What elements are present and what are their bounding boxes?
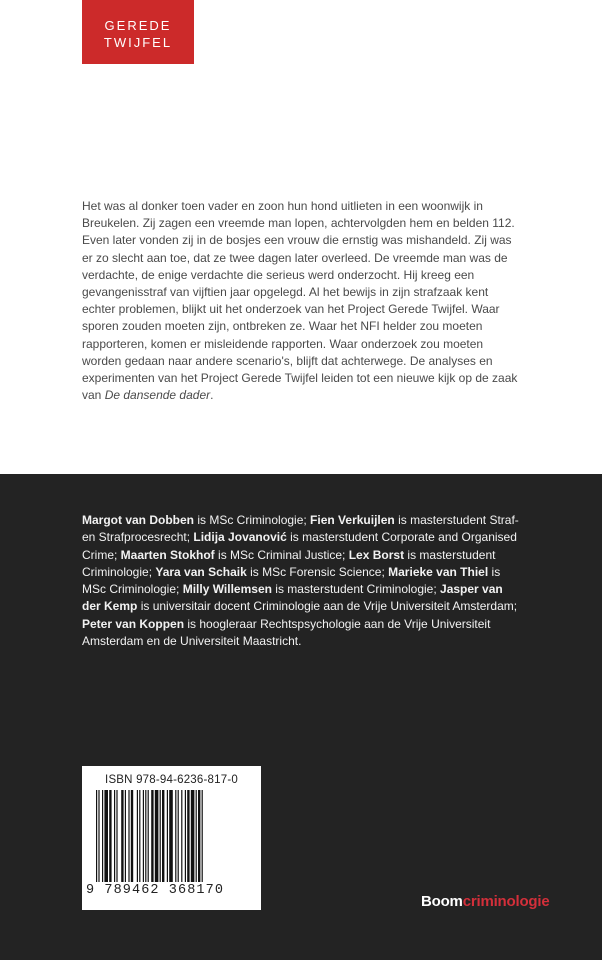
- barcode-bar: [191, 790, 195, 882]
- barcode-bar: [187, 790, 189, 882]
- author-name: Yara van Schaik: [155, 564, 247, 579]
- author-description: is masterstudent Criminologie;: [271, 582, 441, 597]
- barcode-bar: [148, 790, 149, 882]
- series-logo-line1: GEREDE: [104, 18, 172, 33]
- barcode-number: 9 789462 368170: [86, 883, 225, 898]
- barcode-bar: [145, 790, 146, 882]
- barcode-bar: [116, 790, 117, 882]
- author-description: is masterstudent Straf- en Strafprocesrecht;: [82, 513, 519, 545]
- isbn-label: ISBN 978-94-6236-817-0: [105, 774, 238, 786]
- barcode-bar: [125, 790, 126, 882]
- author-description: is MSc Criminologie;: [194, 513, 311, 527]
- barcode-bar: [114, 790, 115, 882]
- barcode-bar: [178, 790, 179, 882]
- barcode-bar: [137, 790, 138, 882]
- barcode-bar: [167, 790, 168, 882]
- series-logo: [82, 0, 194, 64]
- publisher-name-part1: Boom: [421, 893, 463, 910]
- barcode-bar: [151, 790, 153, 882]
- barcode-bar: [139, 790, 140, 882]
- author-name: Jasper van der Kemp: [82, 582, 503, 614]
- barcode-bar: [185, 790, 186, 882]
- author-bios: [82, 512, 522, 650]
- author-description: is MSc Forensic Science;: [246, 564, 389, 579]
- author-description: is hoogleraar Rechtspsychologie aan de Vrije Universiteit Amsterdam en de Universiteit Maastricht.: [82, 616, 491, 649]
- author-name: Lidija Jovanović: [193, 530, 287, 545]
- publisher-name-part2: criminologie: [462, 893, 550, 910]
- barcode-bar: [143, 790, 144, 882]
- barcode-bar: [196, 790, 197, 882]
- author-description: is masterstudent Corporate and Organised Crime;: [82, 530, 517, 562]
- book-title-italic: De dansende dader: [104, 388, 211, 403]
- barcode-bar: [128, 790, 129, 882]
- author-name: Fien Verkuijlen: [310, 513, 395, 527]
- barcode-bar: [202, 790, 203, 882]
- author-name: Maarten Stokhof: [120, 547, 215, 562]
- barcode-bar: [181, 790, 182, 882]
- author-name: Peter van Koppen: [82, 616, 185, 631]
- series-logo-line2: TWIJFEL: [103, 35, 173, 50]
- barcode-box: [82, 766, 261, 910]
- barcode-bar: [169, 790, 173, 882]
- author-name: Margot van Dobben: [82, 513, 195, 527]
- barcode-bars: [96, 790, 246, 882]
- author-description: is MSc Criminal Justice;: [214, 547, 349, 562]
- barcode-bar: [109, 790, 111, 882]
- barcode-bar: [104, 790, 108, 882]
- barcode-bar: [162, 790, 164, 882]
- back-cover-blurb: [82, 198, 524, 404]
- author-name: Lex Borst: [348, 547, 405, 562]
- barcode-bar: [160, 790, 161, 882]
- barcode-bar: [175, 790, 176, 882]
- author-description: is masterstudent Criminologie;: [82, 547, 496, 579]
- barcode-bar: [131, 790, 133, 882]
- author-name: Milly Willemsen: [182, 582, 272, 597]
- barcode-bar: [155, 790, 159, 882]
- author-description: is universitair docent Criminologie aan de Vrije Universiteit Amsterdam;: [137, 599, 518, 614]
- blurb-text: Het was al donker toen vader en zoon hun hond uitlieten in een woonwijk in Breukelen. Zij zagen een vreemde man lopen, achtervolgden hem en belden 112. Even later vonden zij in de bosjes een vrouw die ernstig was mishandeld. Zij was er zo slecht aan toe, dat ze twee dagen later overleed. De vreemde man was de verdachte, de enige verdachte die serieus werd onderzocht. Hij kreeg een gevangenisstraf van vijftien jaar opgelegd. Al het bewijs in zijn strafzaak kent echter problemen, blijkt uit het onderzoek van het Project Gerede Twijfel. Waar sporen zouden moeten zijn, ontbreken ze. Waar het NFI helder zou moeten rapporteren, komen er misleidende rapporten. Waar onderzoek zou moeten worden gedaan naar andere scenario's, blijft dat achterwege. De analyses en experimenten van het Project Gerede Twijfel leiden tot een nieuwe kijk op de zaak van: [82, 199, 518, 403]
- barcode-bar: [102, 790, 103, 882]
- barcode-bar: [98, 790, 99, 882]
- blurb-end: .: [210, 388, 214, 403]
- barcode-bar: [198, 790, 200, 882]
- barcode-bar: [121, 790, 123, 882]
- barcode-bar: [96, 790, 97, 882]
- author-name: Marieke van Thiel: [388, 564, 489, 579]
- author-description: is MSc Criminologie;: [82, 564, 501, 597]
- publisher-logo: [421, 893, 549, 910]
